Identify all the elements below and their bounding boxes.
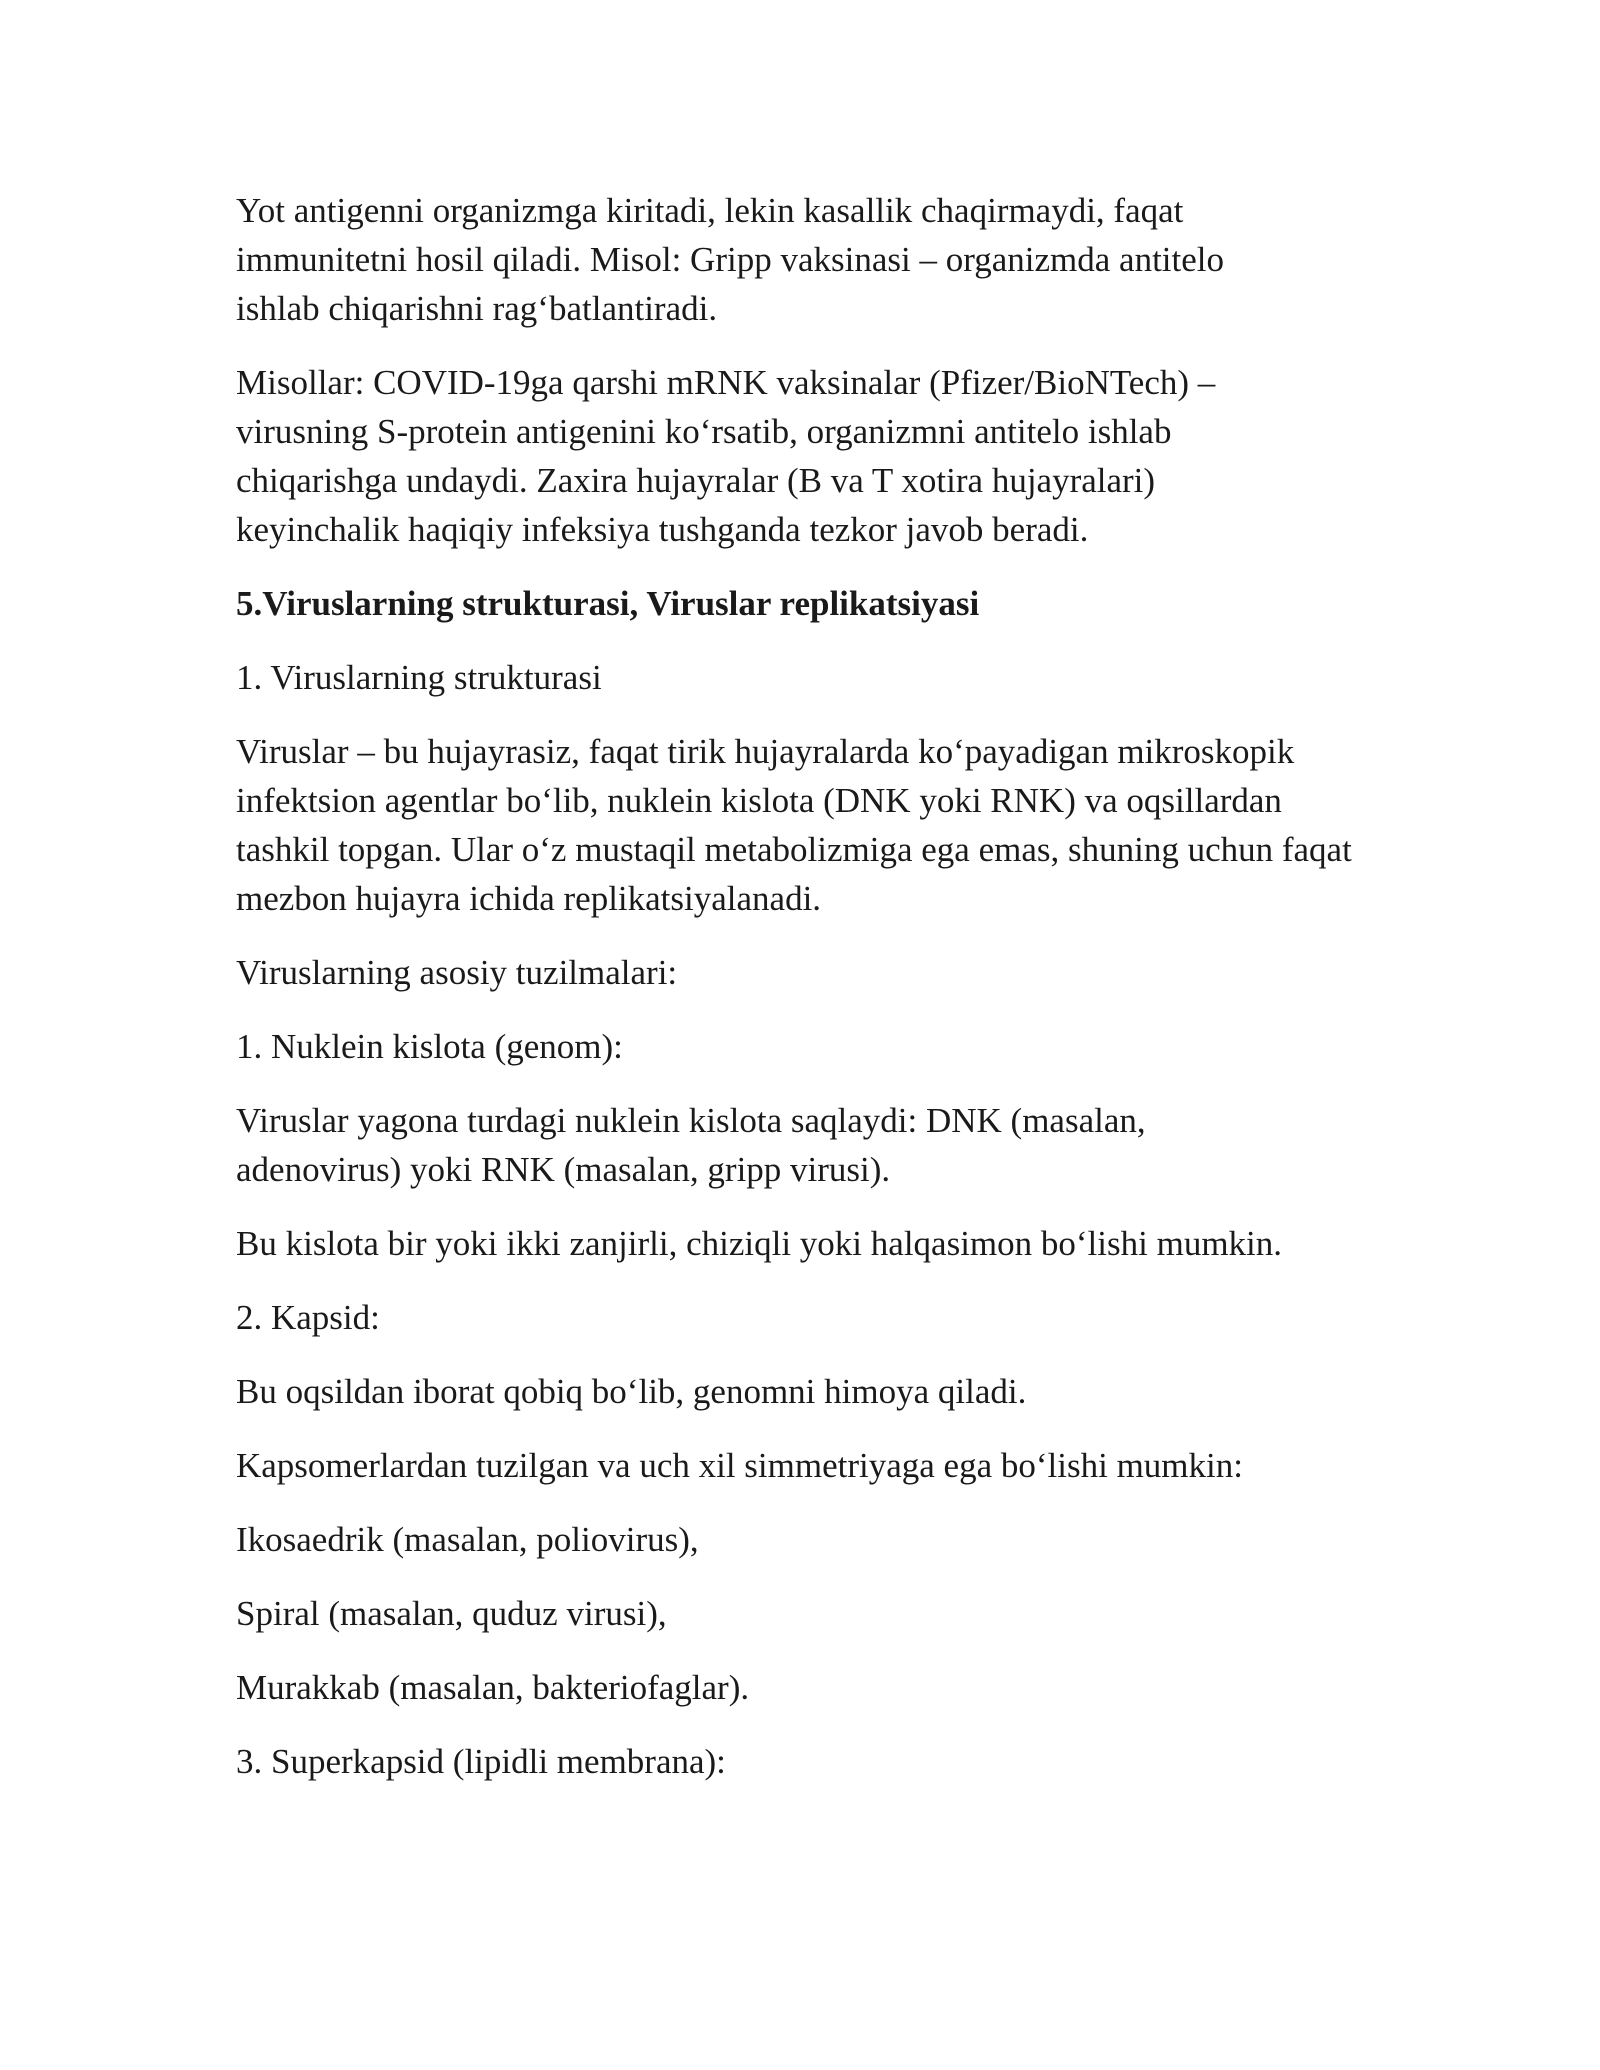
symmetry-spiral: Spiral (masalan, quduz virusi), <box>236 1594 667 1633</box>
paragraph-vaccine-examples: Misollar: COVID-19ga qarshi mRNK vaksinalar (Pfizer/BioNTech) – virusning S-protein antigenini ko‘rsatib, organizmni antitelo ishlab chiqarishga undaydi. Zaxira hujayralar (B va T xotira hujayralari) keyinchalik haqiqiy infeksiya tushganda tezkor javob beradi. <box>236 363 1216 549</box>
paragraph-capsid-definition: Bu oqsildan iborat qobiq bo‘lib, genomni himoya qiladi. <box>236 1372 1027 1411</box>
list-item-capsid: 2. Kapsid: <box>236 1298 380 1337</box>
subheading-virus-structure: 1. Viruslarning strukturasi <box>236 658 602 697</box>
list-item-nucleic-acid: 1. Nuklein kislota (genom): <box>236 1027 623 1066</box>
paragraph-capsomers: Kapsomerlardan tuzilgan va uch xil simmetriyaga ega bo‘lishi mumkin: <box>236 1446 1243 1485</box>
paragraph-nucleic-acid-types: Viruslar yagona turdagi nuklein kislota saqlaydi: DNK (masalan, adenovirus) yoki RNK (masalan, gripp virusi). <box>236 1101 1146 1189</box>
list-item-supercapsid: 3. Superkapsid (lipidli membrana): <box>236 1742 726 1781</box>
paragraph-virus-definition: Viruslar – bu hujayrasiz, faqat tirik hujayralarda ko‘payadigan mikroskopik infektsion agentlar bo‘lib, nuklein kislota (DNK yoki RNK) va oqsillardan tashkil topgan. Ular o‘z mustaqil metabolizmiga ega emas, shuning uchun faqat mezbon hujayra ichida replikatsiyalanadi. <box>236 732 1352 918</box>
paragraph-vaccine-definition: Yot antigenni organizmga kiritadi, lekin kasallik chaqirmaydi, faqat immunitetni hosil qiladi. Misol: Gripp vaksinasi – organizmda antitelo ishlab chiqarishni rag‘batlantiradi. <box>236 191 1224 328</box>
document-body <box>236 186 1376 1811</box>
symmetry-complex: Murakkab (masalan, bakteriofaglar). <box>236 1668 750 1707</box>
section-heading: 5.Viruslarning strukturasi, Viruslar replikatsiyasi <box>236 584 980 623</box>
paragraph-nucleic-acid-forms: Bu kislota bir yoki ikki zanjirli, chiziqli yoki halqasimon bo‘lishi mumkin. <box>236 1224 1283 1263</box>
symmetry-icosahedral: Ikosaedrik (masalan, poliovirus), <box>236 1520 699 1559</box>
paragraph-main-structures: Viruslarning asosiy tuzilmalari: <box>236 953 678 992</box>
